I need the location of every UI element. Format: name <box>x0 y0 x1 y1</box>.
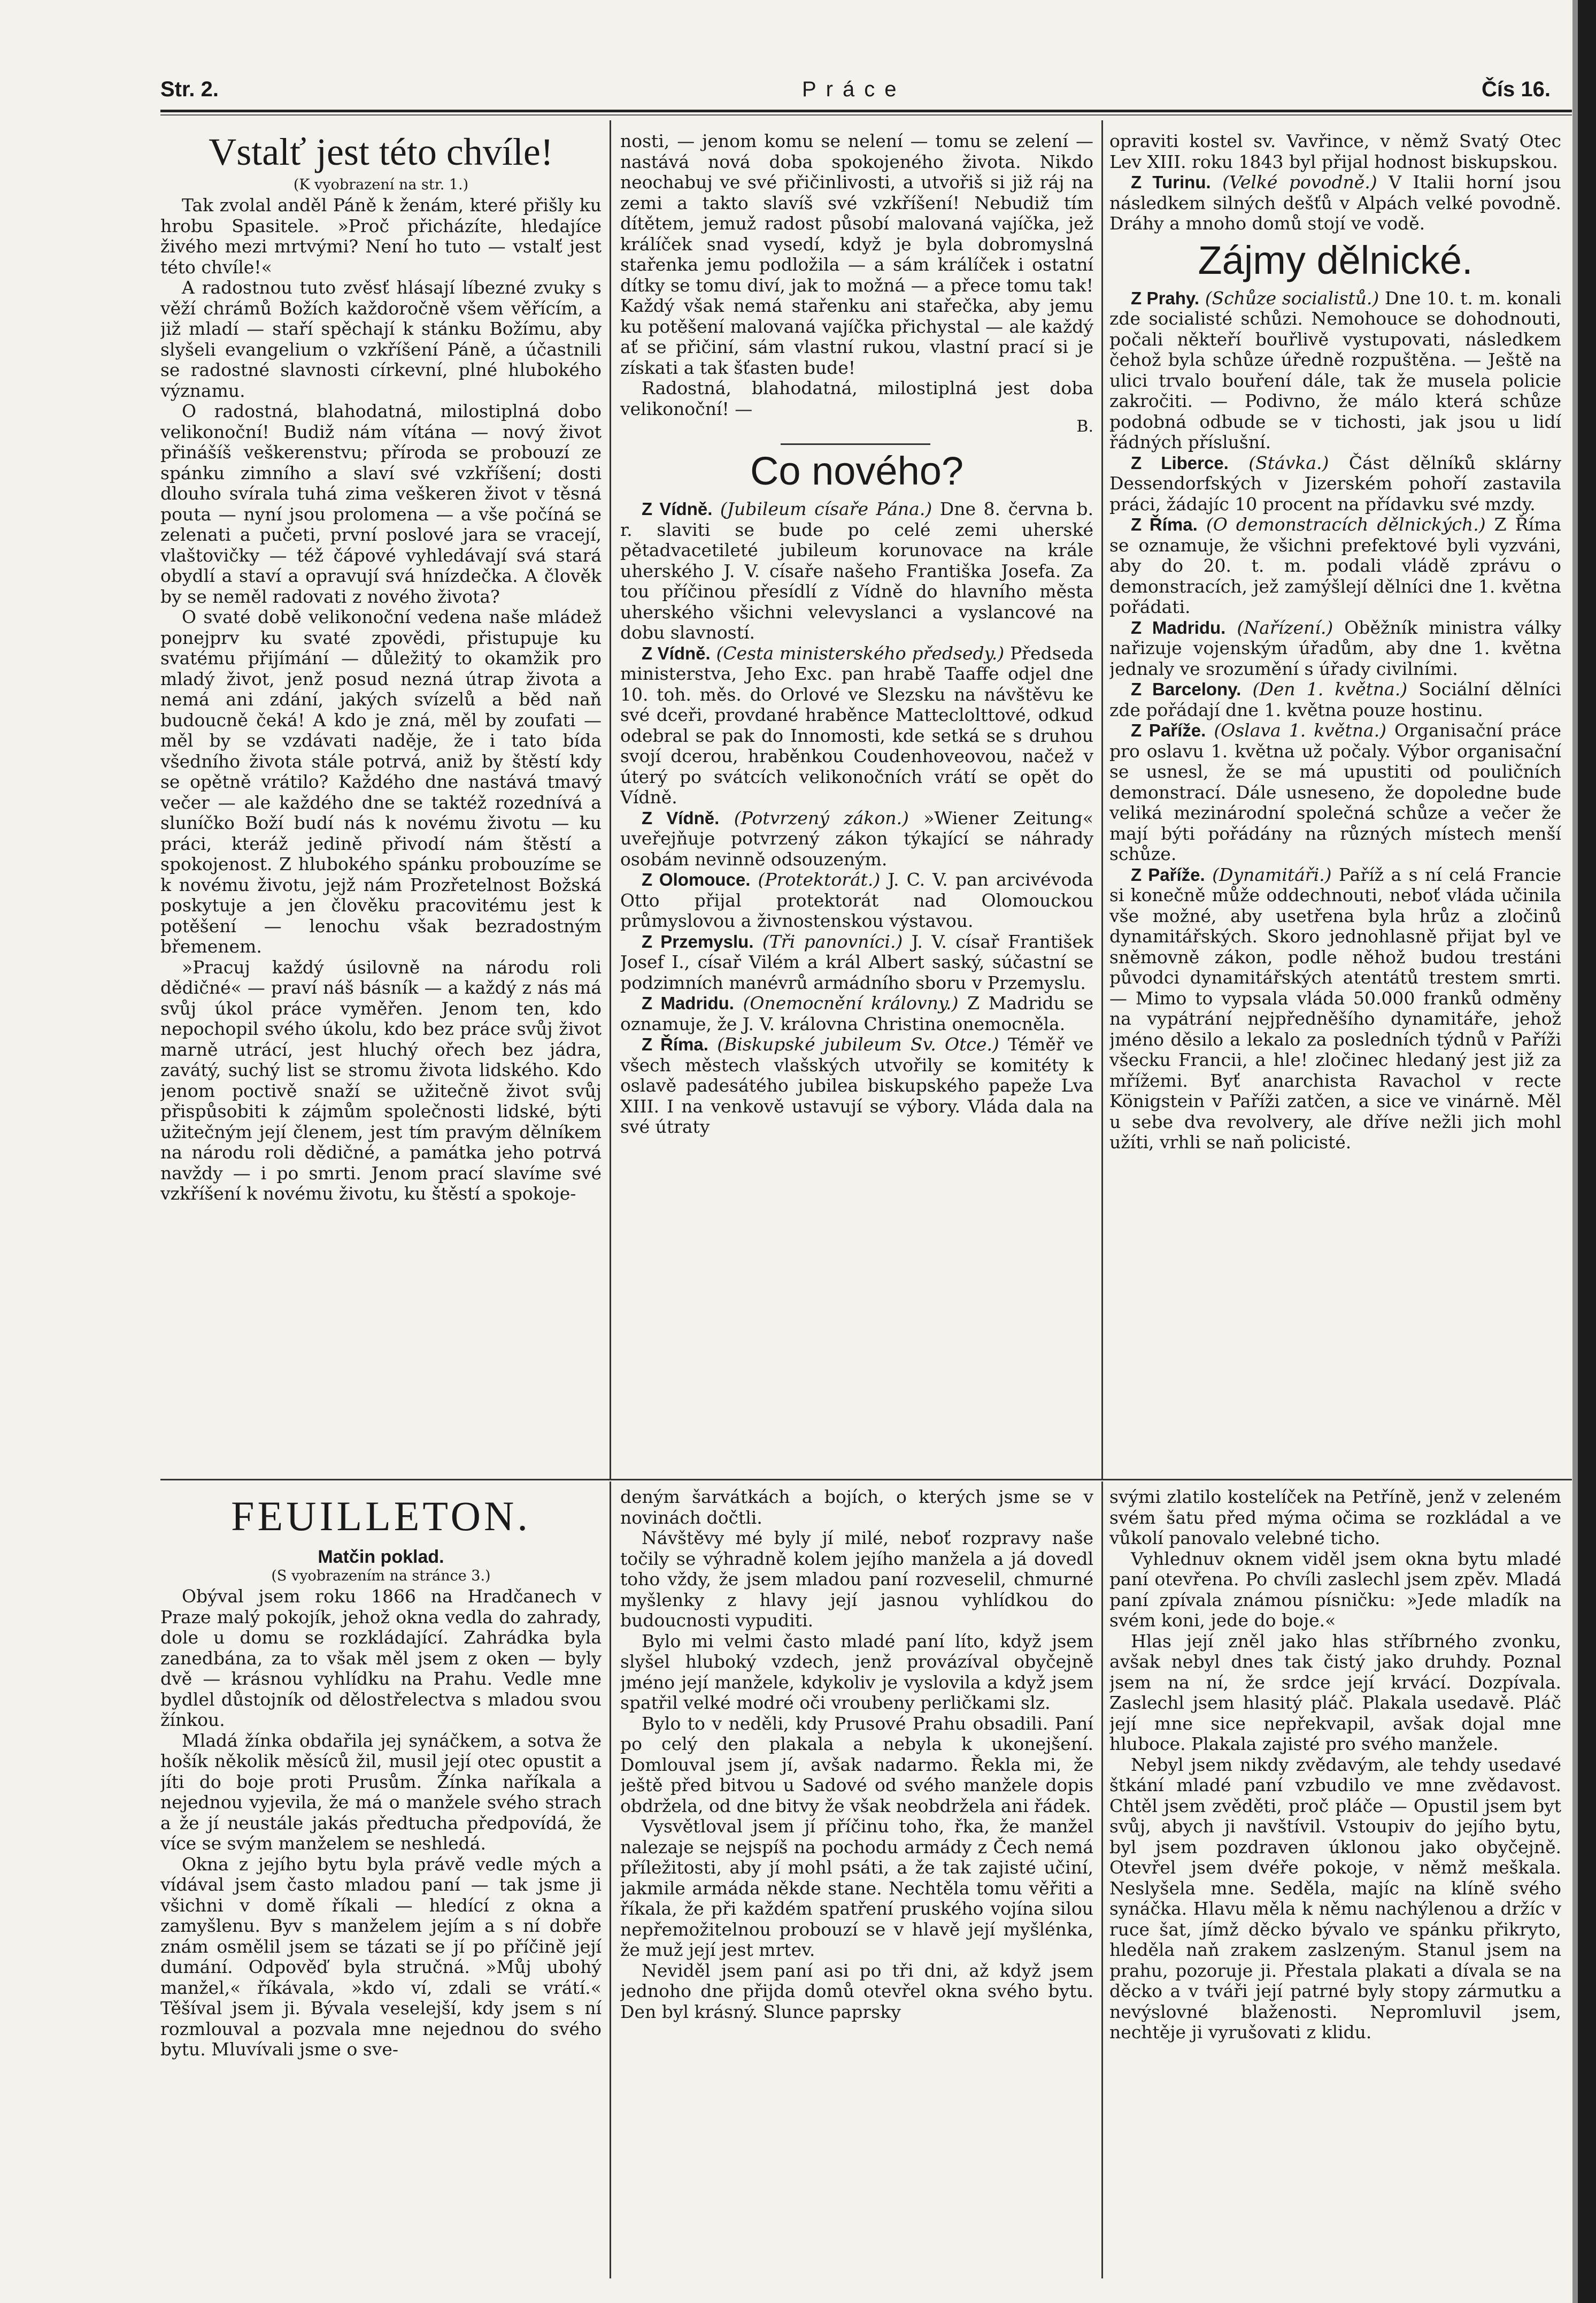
story-paragraph: Hlas její zněl jako hlas stříbrného zvonku, avšak nebyl dnes tak čistý jako druhdy. Poznal jsem na ní, že srdce její krvácí. Dozpívala. Zaslechl jsem hlasitý pláč. Plakala usedavě. Pláč její mne sice nepřekvapil, avšak dojal mne hluboce. Plakala zajisté pro svého manžele. <box>1109 1630 1561 1754</box>
article-paragraph: A radostnou tuto zvěsť hlásají líbezné zvuky s věží chrámů Božích každoročně všem věřícím, a již mladí — staří spěchají k stánku Božímu, aby slyšeli evangelium o vzkříšení Páně, a účastnili se radostné slavnosti církevní, plné hlubokého významu. <box>160 277 602 401</box>
story-title: Matčin poklad. <box>318 1547 444 1567</box>
news-item-text: Dne 8. června b. r. slaviti se bude po celé zemi uherské pětadvacetileté jubileum korunovace na krále uherského J. V. císaře našeho Františka Josefa. Za tou příčinou přesídlí z Vídně do hlavního města uherského všichni velevyslanci a vyslancové na dobu slavností. <box>620 498 1093 643</box>
labour-item-topic: (O demonstracích dělnických.) <box>1206 514 1486 535</box>
story-paragraph: Bylo mi velmi často mladé paní líto, když jsem slyšel hluboký vzdech, jenž provázíval obyčejně jméno její manžele, kdykoliv je vyslovila a když jsem spatřil velké modré oči vroubeny perličkami slz. <box>620 1630 1093 1713</box>
news-item <box>620 993 1093 1034</box>
labour-item-topic: (Schůze socialistů.) <box>1205 287 1379 309</box>
article-signature: B. <box>1076 417 1093 436</box>
story-paragraph: Vyhlednuv oknem viděl jsem okna bytu mladé paní otevřena. Po chvíli zaslechl jsem zpěv. Mladá paní zpívala známou písničku: »Jede mladík na svém koni, jede do boje.« <box>1109 1548 1561 1631</box>
labour-item-text: Oběžník ministra války nařizuje vojenským úřadům, aby dne 1. května jednaly ve srozumění s úřady civilními. <box>1109 617 1561 679</box>
news-item-topic: (Potvrzený zákon.) <box>734 807 909 828</box>
article-paragraph: O radostná, blahodatná, milostiplná dobo velikonoční! Budiž nám vítána — nový život přinášíš veškerenstvu; příroda se probouzí ze spánku zimního a slaví své vzkříšení; dosti dlouho svírala tuhá zima veškeren život v těsná pouta — nyní jsou prolomena — a vše počíná se zelenati a pučeti, první poslové jara se vracejí, vlaštovičky — též čápové vyhledávají svá stará obydlí a staví a opravují svá hnízdečka. A člověk by se neměl radovati z nového života? <box>160 401 602 607</box>
labour-item <box>1109 515 1561 618</box>
news-item-text: »Wiener Zeitung« uveřejňuje potvrzený zákon týkající se náhrady osobám nevinně odsouzeným. <box>620 807 1093 870</box>
article-paragraph: Tak zvolal anděl Páně k ženám, které přišly ku hrobu Spasitele. »Proč přicházíte, hledajíce živého mezi mrtvými? Není ho tuto — vstalť jest této chvíle!« <box>160 195 602 278</box>
article-title: Vstalť jest této chvíle! <box>209 131 553 173</box>
labour-item <box>1109 288 1561 453</box>
labour-item-place: Z Barcelony. <box>1131 679 1242 700</box>
news-item-topic: (Jubileum císaře Pána.) <box>720 498 932 520</box>
page-edge-shadow <box>1572 0 1578 2303</box>
labour-item-topic: (Nařízení.) <box>1237 617 1333 638</box>
labour-item-text: Část dělníků sklárny Dessendorfských v Jizerském pohoří zastavila práci, žádajíc 10 procent na přídavku své mzdy. <box>1109 452 1561 515</box>
labour-item-text: Dne 10. t. m. konali zde socialisté schůzi. Nemohouce se dohodnouti, počali někteří bouřlivě vystupovati, následkem čehož byla schůze úředně rozpuštěna. — Ještě na ulici trvalo bouření dále, tak že musela policie zakročiti. — Podivno, že málo která schůze podobná odbude se v tichosti, jak jsou u lidí řádných příslušní. <box>1109 287 1561 453</box>
article-column-2 <box>620 131 1093 1476</box>
labour-item <box>1109 453 1561 515</box>
labour-item-text: Organisační práce pro oslavu 1. května už počaly. Výbor organisační se usnesl, že se má upustiti od pouličních demonstrací. Dále usneseno, že dopoledne bude veliká mezinárodní společná schůze a večer že mají býti pořádány na různých místech menší schůze. <box>1109 720 1561 865</box>
news-item-place: Z Madridu. <box>642 993 734 1014</box>
labour-item-topic: (Dynamitáři.) <box>1212 864 1332 885</box>
article-paragraph: Radostná, blahodatná, milostiplná jest doba velikonoční! — <box>620 378 1093 419</box>
story-paragraph: Návštěvy mé byly jí milé, neboť rozpravy naše točily se výhradně kolem jejího manžela a já dovedl toho vždy, že jsem mladou paní rozveselil, chmurné myšlenky z hlavy její jasnou vyhlídkou do budoucnosti vypuditi. <box>620 1527 1093 1631</box>
masthead: Práce <box>802 78 906 101</box>
feuilleton-column-1 <box>160 1487 602 2278</box>
labour-item-topic: (Stávka.) <box>1248 452 1329 473</box>
labour-item-text: Sociální dělníci zde pořádají dne 1. května pouze hostinu. <box>1109 679 1561 720</box>
news-item-place: Z Turinu. <box>1131 172 1211 192</box>
labour-item-topic: (Oslava 1. května.) <box>1214 720 1386 741</box>
story-paragraph: Bylo to v neděli, kdy Prusové Prahu obsadili. Paní po celý den plakala a nebyla k ukonejšení. Domlouval jsem jí, avšak nadarmo. Řekla mi, že ještě před bitvou u Sadové od svého manžele dopis obdržela, od dne bitvy že však neobdržela ani řádek. <box>620 1713 1093 1816</box>
page-edge-binding <box>1578 0 1596 2303</box>
news-item <box>620 499 1093 643</box>
story-paragraph: Obýval jsem roku 1866 na Hradčanech v Praze malý pokojík, jehož okna vedla do zahrady, dole u domu se rozkládající. Zahrádka byla zanedbána, za to však měl jsem z oken — byly dvě — krásnou vyhlídku na Prahu. Vedle mne bydlel důstojník od dělostřelectva s mladou svou žínkou. <box>160 1586 602 1730</box>
labour-item-place: Z Paříže. <box>1131 720 1206 741</box>
labour-item-text: Paříž a s ní celá Francie si konečně může oddechnouti, neboť vláda učinila vše možné, aby usetřena byla hrůz a zločinů dynamitářských. Skoro jednohlasně přijat byl ve sněmovně zákon, podle něhož budou trestáni původci dynamitářských atentátů trestem smrti. — Mimo to vypsala vláda 50.000 franků odměny na vypátrání nejpředněšího dynamitáře, jehož jméno děsilo a lekalo za posledních týdnů v Paříži všecku Francii, a hle! zločinec hledaný jest již za mřížemi. Byť anarchista Ravachol v recte Königstein v Paříži zatčen, a sice ve vinárně. Měl u sebe dva revolvery, ale dříve nežli jich mohl užíti, vrhli se naň policisté. <box>1109 864 1561 1153</box>
news-item-place: Z Vídně. <box>642 808 720 828</box>
news-item-topic: (Onemocnění královny.) <box>743 993 959 1014</box>
story-paragraph: svými zlatilo kostelíček na Petříně, jenž v zeleném svém šatu před mýma očima se rozkládal a ve vůkolí panovalo velebné ticho. <box>1109 1487 1561 1548</box>
labour-item-place: Z Říma. <box>1131 515 1198 535</box>
labour-section-title: Zájmy dělnické. <box>1198 237 1473 282</box>
news-item-topic: (Cesta ministerského předsedy.) <box>716 642 1005 664</box>
story-paragraph: Nebyl jsem nikdy zvědavým, ale tehdy usedavé štkání mladé paní vzbudilo ve mne zvědavost. Chtěl jsem zvěděti, proč pláče — Opustil jsem byt svůj, abych ji navštívil. Vstoupiv do jejího bytu, byl jsem pozdraven úklonou jako obyčejně. Otevřel jsem dvéře pokoje, v němž meškala. Neslyšela mne. Seděla, majíc na klíně svého synáčka. Hlavu měla k němu nachýlenou a držíc v ruce šat, jímž děcko bývalo ve spánku přikryto, hleděla naň zrakem zaslzeným. Stanul jsem na prahu, pozoruje ji. Přestala plakati a dívala se na děcko a v tváři její patrné byly stopy zármutku a nevýslovné blaženosti. Nepromluvil jsem, nechtěje ji vyrušovati z klidu. <box>1109 1754 1561 2043</box>
feuilleton-column-2 <box>620 1487 1093 2278</box>
article-column-1 <box>160 131 602 1476</box>
news-item-text: J. V. císař František Josef I., císař Vilém a král Albert saský, súčastní se podzimních manévrů armádního sboru v Przemyslu. <box>620 931 1093 993</box>
article-paragraph: O svaté době velikonoční vedena naše mládež ponejprv ku svaté zpovědi, přistupuje ku svatému přijímání — důležitý to okamžik pro mladý život, jenž posud nezná útrap života a nemá ani zdání, jakých svízelů a běd naň budoucně čeká! A kdo je zná, měl by zoufati — měl by se vzdávati naděje, že i tato bída všedního života stále potrvá, aniž by štěstí kdy se opětně vrátilo? Každého dne nastává tmavý večer — ale každého dne se taktéž rozednívá a sluníčko Boží budí nás k novému životu — ku práci, kteráž jedině přivodí nám štěstí a spokojenost. Z hlubokého spánku probouzíme se k novému životu, jejž nám Prozřetelnost Božská poskytuje a jen člověku pracovitému jest k potěšení — lenochu však bezradostným břemenem. <box>160 607 602 957</box>
article-paragraph: nosti, — jenom komu se nelení — tomu se zelení — nastává nová doba spokojeného života. Nikdo neochabuj ve své přičinlivosti, a utvořiš si již ráj na zemi a takto slavíš své vzkříšení! Nebudiž tím dítětem, jemuž radost působí malovaná vajíčka, jež králíček snad vysedí, když je byla dobromyslná stařenka jemu podložila — a sám králíček i ostatní dítky se tomu diví, jak to možná — a přece tomu tak! Každý však nemá stařenku ani stařečka, aby jemu ku potěšení malovaná vajíčka přichystal — ale každý ať se přičiní, sám vlastní rukou, vlastní prací si je získati a tak šťasten bude! <box>620 131 1093 378</box>
labour-item-place: Z Madridu. <box>1131 617 1226 638</box>
feuilleton-heading: FEUILLETON. <box>231 1493 531 1539</box>
article-paragraph: »Pracuj každý úsilovně na národu roli dědičné« — praví náš básník — a každý z nás má svůj úkol práce vyměřen. Jenom ten, kdo nepochopil svého úkolu, kdo bez práce svůj život marně utrácí, jest hluchý ořech bez jádra, zavátý, suchý list se stromu života lidského. Kdo jenom poctivě snaží se užitečně život svůj přispůsobiti k zájmům společnosti lidské, býti užitečným její členem, jest tím pravým dělníkem na národu roli dědičné, a památka jeho potrvá navždy — i po smrti. Jenom prací slavíme své vzkříšení k novému životu, ku štěstí a spokoje- <box>160 956 602 1204</box>
labour-item <box>1109 679 1561 720</box>
story-paragraph: Neviděl jsem paní asi po tři dni, až když jsem jednoho dne přijda domů otevřel okna svého bytu. Den byl krásný. Slunce paprsky <box>620 1960 1093 2022</box>
news-item-place: Z Říma. <box>642 1034 708 1055</box>
news-item-topic: (Protektorát.) <box>758 869 881 891</box>
news-item-place: Z Vídně. <box>642 499 713 519</box>
story-subtitle: (S vyobrazením na stránce 3.) <box>271 1568 491 1584</box>
feuilleton-divider <box>160 1479 1572 1480</box>
news-item-topic: (Velké povodně.) <box>1222 172 1377 193</box>
news-item-topic: (Biskupské jubileum Sv. Otce.) <box>717 1034 999 1055</box>
news-item <box>1109 172 1561 234</box>
article-column-3 <box>1109 131 1561 1476</box>
news-item <box>620 932 1093 994</box>
article-subtitle: (K vyobrazení na str. 1.) <box>293 176 469 194</box>
section-rule <box>781 443 930 445</box>
page-number: Str. 2. <box>160 78 219 101</box>
news-item-text: Téměř ve všech městech vlašských utvořily se komitéty k oslavě padesátého jubilea biskupského papeže Lva XIII. I na venkově ustavují se výbory. Vláda dala na své útraty <box>620 1034 1093 1138</box>
story-paragraph: Vysvětloval jsem jí příčinu toho, řka, že manžel nalezaje se nejspíš na pochodu armády z Čech nemá příležitosti, aby jí mohl psáti, a že tak zajisté učiní, jakmile armáda někde stane. Nechtěla tomu věřiti a říkala, že při každém spatření pruského vojína silou nepřemožitelnou probouzí se v hlavě její myšlénka, že muž její jest mrtev. <box>620 1816 1093 1960</box>
labour-item-place: Z Paříže. <box>1131 864 1205 885</box>
column-divider-2 <box>1101 120 1103 1479</box>
page-header <box>160 78 1551 110</box>
labour-item-place: Z Liberce. <box>1131 452 1229 473</box>
feuilleton-column-divider-2 <box>1101 1481 1103 2278</box>
labour-item <box>1109 865 1561 1153</box>
labour-item-text: Z Říma se oznamuje, že všichni prefektové byli vyzváni, aby do 20. t. m. podali vládě zprávu o demonstracích, jež zamýšlejí dělníci dne 1. května pořádati. <box>1109 514 1561 618</box>
column-divider-1 <box>610 120 611 1479</box>
news-section-title: Co nového? <box>750 449 964 493</box>
header-rule <box>160 110 1572 112</box>
news-item <box>620 643 1093 808</box>
news-item-text: J. C. V. pan arcivévoda Otto přijal protektorát nad Olomouckou průmyslovou a živnostenskou výstavou. <box>620 869 1093 932</box>
article-paragraph: opraviti kostel sv. Vavřince, v němž Svatý Otec Lev XIII. roku 1843 byl přijal hodnost biskupskou. <box>1109 131 1561 172</box>
story-paragraph: deným šarvátkách a bojích, o kterých jsme se v novinách dočtli. <box>620 1487 1093 1528</box>
story-paragraph: Mladá žínka obdařila jej synáčkem, a sotva že hošík několik měsíců žil, musil její otec opustit a jíti do boje proti Prusům. Žínka naříkala a nejednou vyjevila, že má o manžele svého strach a že jí neustále jakás předtucha předpovídá, že více se svým manželem se neshledá. <box>160 1730 602 1854</box>
labour-item-place: Z Prahy. <box>1131 288 1199 308</box>
news-item-place: Z Olomouce. <box>642 870 751 890</box>
news-item-place: Z Przemyslu. <box>642 931 754 951</box>
story-paragraph: Okna z jejího bytu byla právě vedle mých a vídával jsem často mladou paní — tak jsme ji všichni v domě říkali — hledící z okna a zamyšlenu. Byv s manželem jejím a s ní dobře znám osmělil jsem se tázati se jí po příčině její dumání. Odpověď byla stručná. »Můj ubohý manžel,« říkávala, »kdo ví, zdali se vrátí.« Těšíval jsem ji. Bývala veselejší, kdy jsem s ní rozmlouval a pozvala mne nejednou do svého bytu. Mluvívali jsme o sve- <box>160 1853 602 2060</box>
news-item-text: Předseda ministerstva, Jeho Exc. pan hrabě Taaffe odjel dne 10. toh. měs. do Orlové ve Slezsku na návštěvu ke své dceři, provdané hraběnce Matteclolttové, odkud odebral se pak do Innomosti, kde setká se s druhou svojí dcerou, hraběnkou Coudenhoveovou, načež v úterý po svátcích velikonočních vrátí se opět do Vídně. <box>620 642 1093 808</box>
news-item-place: Z Vídně. <box>642 643 711 663</box>
feuilleton-column-3 <box>1109 1487 1561 2278</box>
news-item-text: V Italii horní jsou následkem silných dešťů v Alpách velké povodně. Dráhy a mnoho domů stojí ve vodě. <box>1109 172 1561 234</box>
feuilleton-column-divider-1 <box>610 1481 611 2278</box>
header-rule-thin <box>160 114 1572 116</box>
labour-item <box>1109 720 1561 865</box>
news-item <box>620 808 1093 870</box>
news-item-topic: (Tři panovníci.) <box>762 931 903 952</box>
labour-item <box>1109 618 1561 680</box>
issue-number: Čís 16. <box>1482 78 1551 101</box>
news-item-text: Z Madridu se oznamuje, že J. V. královna Christina onemocněla. <box>620 993 1093 1034</box>
news-item <box>620 1034 1093 1138</box>
labour-item-topic: (Den 1. května.) <box>1252 679 1408 700</box>
news-item <box>620 870 1093 932</box>
